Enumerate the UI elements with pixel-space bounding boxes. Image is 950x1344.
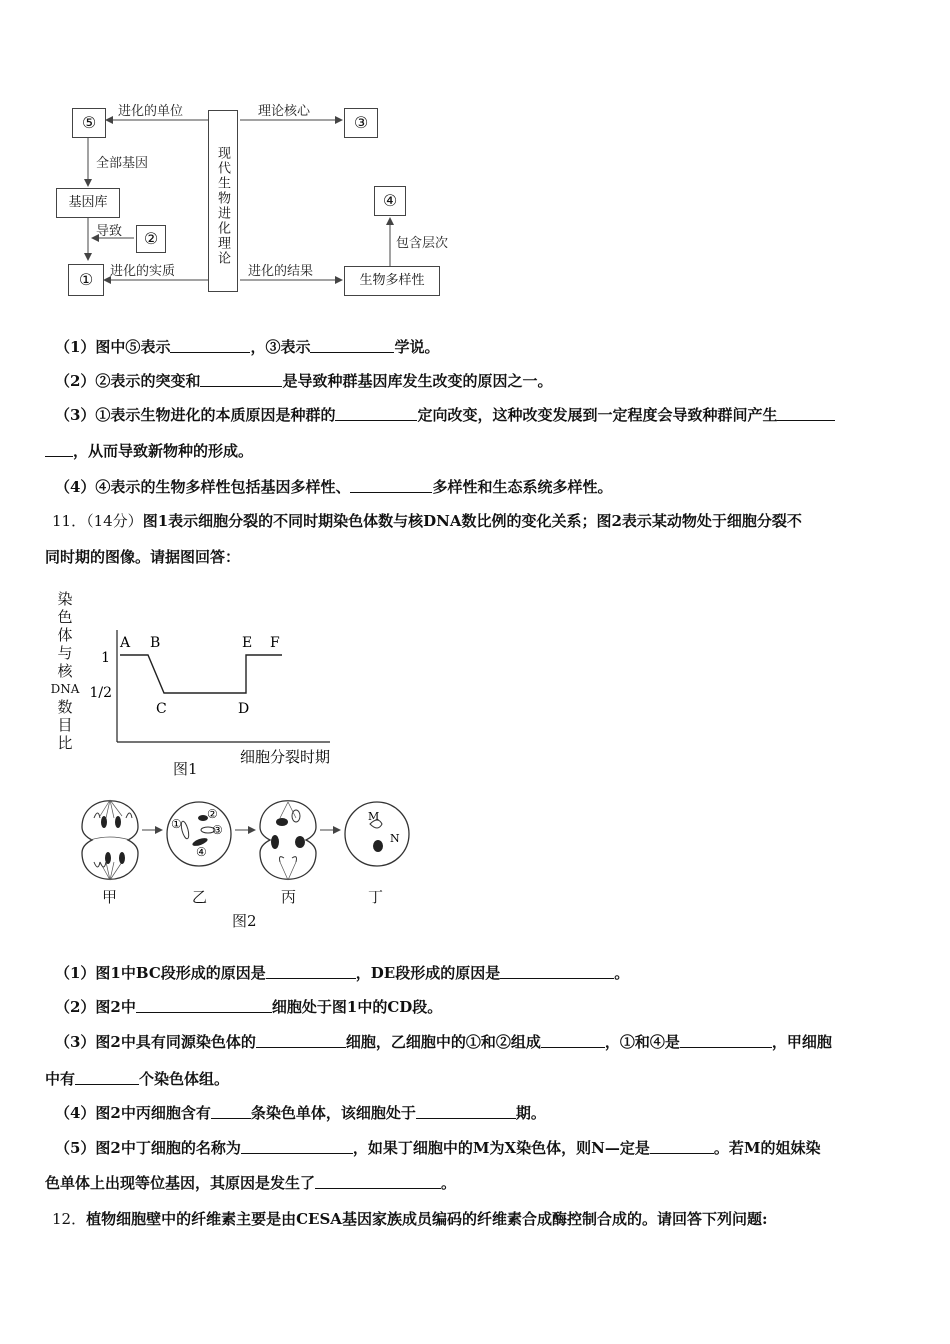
cell-jia — [82, 800, 138, 880]
answer-blank[interactable] — [211, 1104, 251, 1119]
q10-p3-text-a: （3）①表示生物进化的本质原因是种群的 — [55, 406, 336, 424]
q11-p3-text-b: 细胞，乙细胞中的①和②组成 — [345, 1033, 541, 1051]
edge-label-cause: 导致 — [96, 224, 123, 239]
edge-label-essence: 进化的实质 — [110, 264, 176, 279]
answer-blank[interactable] — [241, 1139, 353, 1154]
chart-ylabel-char: 色 — [57, 608, 73, 626]
q11-p2-text-a: （2）图2中 — [55, 998, 136, 1016]
chart-ylabel-char: 与 — [57, 644, 73, 662]
edge-label-levels: 包含层次 — [396, 236, 449, 251]
q10-part2 — [55, 370, 552, 391]
edge-label-unit: 进化的单位 — [118, 104, 184, 119]
answer-blank[interactable] — [680, 1033, 772, 1048]
yi-label-2: ② — [207, 807, 218, 821]
chart-point-label-a: A — [120, 635, 131, 651]
gene-pool-node: 基因库 — [56, 188, 120, 218]
chart-ytick-half: 1/2 — [89, 685, 112, 701]
chart-point-label-f: F — [270, 635, 280, 651]
chart-ytick-1: 1 — [101, 650, 110, 666]
figure2-caption: 图2 — [232, 912, 257, 930]
q11-part5-cont — [45, 1172, 456, 1193]
answer-blank[interactable] — [200, 372, 282, 387]
yi-label-4: ④ — [196, 845, 207, 859]
q10-p2-text-b: 是导致种群基因库发生改变的原因之一。 — [282, 372, 553, 390]
center-node: 现代生物进化理论 — [208, 110, 238, 292]
chart-xlabel: 细胞分裂时期 — [240, 748, 331, 766]
chart-ylabel-char: 染 — [57, 590, 73, 608]
q11-part2 — [55, 996, 442, 1017]
answer-blank[interactable] — [75, 1070, 139, 1085]
node-5: ⑤ — [72, 108, 106, 138]
q10-part1 — [55, 336, 439, 357]
chart-ylabel-char: 目 — [57, 716, 73, 734]
chart-ylabel-char: 数 — [57, 698, 73, 716]
answer-blank[interactable] — [350, 478, 432, 493]
answer-blank[interactable] — [416, 1104, 516, 1119]
node-4: ④ — [374, 186, 406, 216]
q11-part3-cont — [45, 1068, 229, 1089]
cell-yi — [167, 802, 231, 866]
answer-blank[interactable] — [256, 1033, 346, 1048]
edge-label-core: 理论核心 — [258, 104, 311, 119]
chart-svg — [0, 620, 360, 780]
chart-point-label-b: B — [150, 635, 161, 651]
q11-stem-text-1: 图1表示细胞分裂的不同时期染色体数与核DNA数比例的变化关系；图2表示某动物处于细胞分裂不 — [142, 512, 802, 530]
ding-label-m: M — [368, 810, 380, 823]
q11-p3-text-c: ，①和④是 — [604, 1033, 680, 1051]
q11-p5-text-b: ，如果丁细胞中的M为X染色体，则N—定是 — [352, 1139, 650, 1157]
q12-number: 12． — [52, 1210, 87, 1228]
biodiversity-node: 生物多样性 — [344, 266, 440, 296]
chart-series-line — [120, 655, 282, 693]
answer-blank[interactable] — [136, 998, 272, 1013]
q11-score: （14分） — [86, 512, 143, 530]
answer-blank[interactable] — [500, 964, 614, 979]
q11-number: 11． — [52, 512, 87, 530]
q11-part4 — [55, 1102, 546, 1123]
q11-p5-text-d: 色单体上出现等位基因，其原因是发生了 — [45, 1174, 316, 1192]
q12-stem — [52, 1208, 767, 1229]
ding-label-n: N — [390, 832, 400, 845]
q10-p3-text-b: 定向改变，这种改变发展到一定程度会导致种群间产生 — [417, 406, 778, 424]
q10-p3-text-c: ，从而导致新物种的形成。 — [73, 442, 254, 460]
answer-blank[interactable] — [650, 1139, 714, 1154]
answer-blank[interactable] — [541, 1033, 605, 1048]
edge-label-result: 进化的结果 — [248, 264, 314, 279]
q10-part4 — [55, 476, 612, 497]
chart-point-label-e: E — [242, 635, 253, 651]
cell-label-ding: 丁 — [368, 888, 384, 906]
q10-p1-text-c: 学说。 — [394, 338, 440, 356]
q11-part3 — [55, 1031, 832, 1052]
node-3: ③ — [344, 108, 378, 138]
q10-part3-cont — [45, 440, 253, 461]
cell-label-bing: 丙 — [281, 888, 297, 906]
q11-stem-line1 — [52, 510, 802, 531]
chart-ylabel-char: 核 — [57, 662, 73, 680]
q11-p5-text-a: （5）图2中丁细胞的名称为 — [55, 1139, 241, 1157]
cell-ding — [345, 802, 409, 866]
q11-p5-text-c: 。若M的姐妹染 — [713, 1139, 821, 1157]
node-1: ① — [68, 264, 104, 296]
node-2: ② — [136, 225, 166, 253]
q11-p3-text-d: ，甲细胞 — [771, 1033, 832, 1051]
yi-label-1: ① — [171, 817, 182, 831]
q11-part1 — [55, 962, 629, 983]
answer-blank[interactable] — [266, 964, 356, 979]
q11-stem-line2 — [45, 546, 240, 567]
q11-p4-text-b: 条染色单体，该细胞处于 — [250, 1104, 416, 1122]
q10-p1-text-b: ，③表示 — [250, 338, 311, 356]
q11-p1-text-c: 。 — [614, 964, 630, 982]
answer-blank[interactable] — [310, 338, 394, 353]
q11-p4-text-c: 期。 — [515, 1104, 546, 1122]
q10-p2-text-a: （2）②表示的突变和 — [55, 372, 201, 390]
cell-label-yi: 乙 — [192, 888, 208, 906]
q11-part5 — [55, 1137, 820, 1158]
chart-ylabel-char: 比 — [57, 734, 73, 752]
q12-stem-text: 植物细胞壁中的纤维素主要是由CESA基因家族成员编码的纤维素合成酶控制合成的。请回答下列问题: — [86, 1210, 768, 1228]
chart-point-label-c: C — [156, 701, 167, 717]
q10-p4-text-a: （4）④表示的生物多样性包括基因多样性、 — [55, 478, 351, 496]
q11-p5-text-e: 。 — [441, 1174, 457, 1192]
q11-p3-text-e: 中有 — [45, 1070, 76, 1088]
q10-part3 — [55, 404, 835, 425]
cell-bing — [260, 801, 316, 880]
cell-label-jia: 甲 — [102, 888, 118, 906]
answer-blank[interactable] — [777, 406, 835, 421]
chart-ylabel-char: 体 — [57, 626, 73, 644]
edge-label-all-genes: 全部基因 — [96, 156, 149, 171]
q11-stem-text-2: 同时期的图像。请据图回答： — [45, 548, 241, 566]
answer-blank[interactable] — [335, 406, 417, 421]
q11-p4-text-a: （4）图2中丙细胞含有 — [55, 1104, 211, 1122]
chart-point-label-d: D — [238, 701, 250, 717]
q11-p2-text-b: 细胞处于图1中的CD段。 — [271, 998, 443, 1016]
q11-p1-text-b: ，DE段形成的原因是 — [355, 964, 501, 982]
answer-blank[interactable] — [170, 338, 250, 353]
chart-title: 图1 — [173, 760, 198, 778]
q11-p3-text-f: 个染色体组。 — [139, 1070, 230, 1088]
answer-blank[interactable] — [315, 1174, 441, 1189]
chart-ylabel-char: DNA — [50, 682, 80, 696]
q10-p4-text-b: 多样性和生态系统多样性。 — [432, 478, 613, 496]
answer-blank[interactable] — [45, 442, 73, 457]
q11-p3-text-a: （3）图2中具有同源染色体的 — [55, 1033, 256, 1051]
q10-p1-text-a: （1）图中⑤表示 — [55, 338, 171, 356]
q11-p1-text-a: （1）图1中BC段形成的原因是 — [55, 964, 266, 982]
yi-label-3: ③ — [212, 823, 223, 837]
